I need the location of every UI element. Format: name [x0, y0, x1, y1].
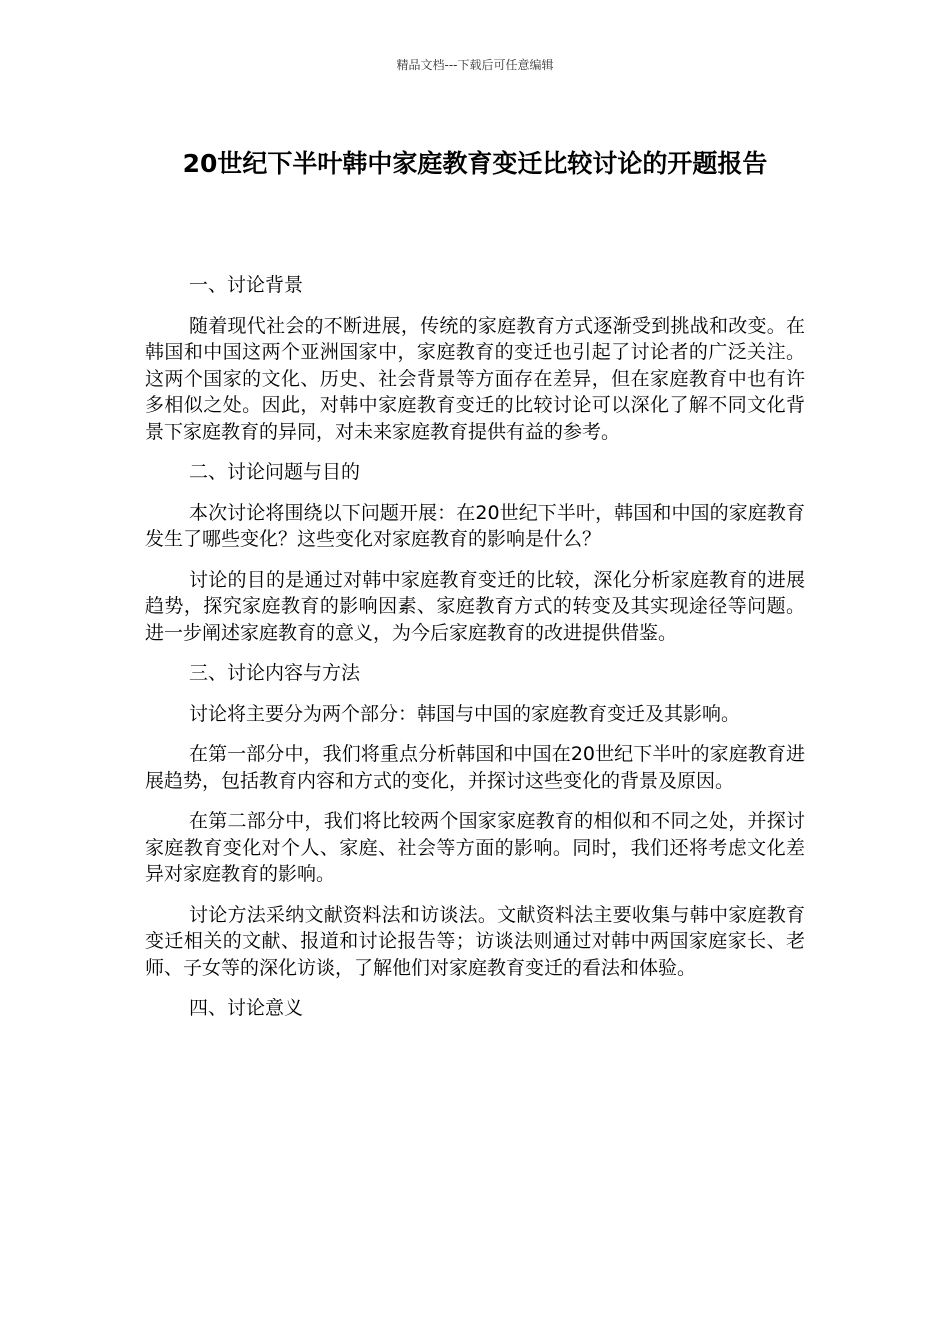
paragraph-purpose: 讨论的目的是通过对韩中家庭教育变迁的比较，深化分析家庭教育的进展趋势，探究家庭教育的影响因素、家庭教育方式的转变及其实现途径等问题。进一步阐述家庭教育的意义，为今后家庭教育的改进提供借鉴。	[145, 568, 805, 644]
document-body	[145, 272, 805, 1036]
paragraph-part-two: 在第二部分中，我们将比较两个国家家庭教育的相似和不同之处，并探讨家庭教育变化对个人、家庭、社会等方面的影响。同时，我们还将考虑文化差异对家庭教育的影响。	[145, 810, 805, 885]
paragraph-background: 随着现代社会的不断进展，传统的家庭教育方式逐渐受到挑战和改变。在韩国和中国这两个亚洲国家中，家庭教育的变迁也引起了讨论者的广泛关注。这两个国家的文化、历史、社会背景等方面存在差异，但在家庭教育中也有许多相似之处。因此，对韩中家庭教育变迁的比较讨论可以深化了解不同文化背景下家庭教育的异同，对未来家庭教育提供有益的参考。	[145, 314, 805, 443]
paragraph-questions: 本次讨论将围绕以下问题开展：在20世纪下半叶，韩国和中国的家庭教育发生了哪些变化？这些变化对家庭教育的影响是什么？	[145, 501, 805, 550]
document-title: 20世纪下半叶韩中家庭教育变迁比较讨论的开题报告	[182, 149, 768, 178]
section-heading-significance: 四、讨论意义	[189, 997, 304, 1019]
section-heading-background: 一、讨论背景	[189, 274, 304, 296]
section-heading-questions: 二、讨论问题与目的	[189, 461, 361, 483]
paragraph-content-overview: 讨论将主要分为两个部分：韩国与中国的家庭教育变迁及其影响。	[189, 702, 741, 725]
section-heading-content-methods: 三、讨论内容与方法	[189, 662, 361, 684]
page-header: 精品文档---下载后可任意编辑	[396, 58, 554, 72]
paragraph-methods: 讨论方法采纳文献资料法和访谈法。文献资料法主要收集与韩中家庭教育变迁相关的文献、报道和讨论报告等；访谈法则通过对韩中两国家庭家长、老师、子女等的深化访谈，了解他们对家庭教育变迁的看法和体验。	[145, 903, 805, 979]
paragraph-part-one: 在第一部分中，我们将重点分析韩国和中国在20世纪下半叶的家庭教育进展趋势，包括教育内容和方式的变化，并探讨这些变化的背景及原因。	[145, 743, 805, 792]
